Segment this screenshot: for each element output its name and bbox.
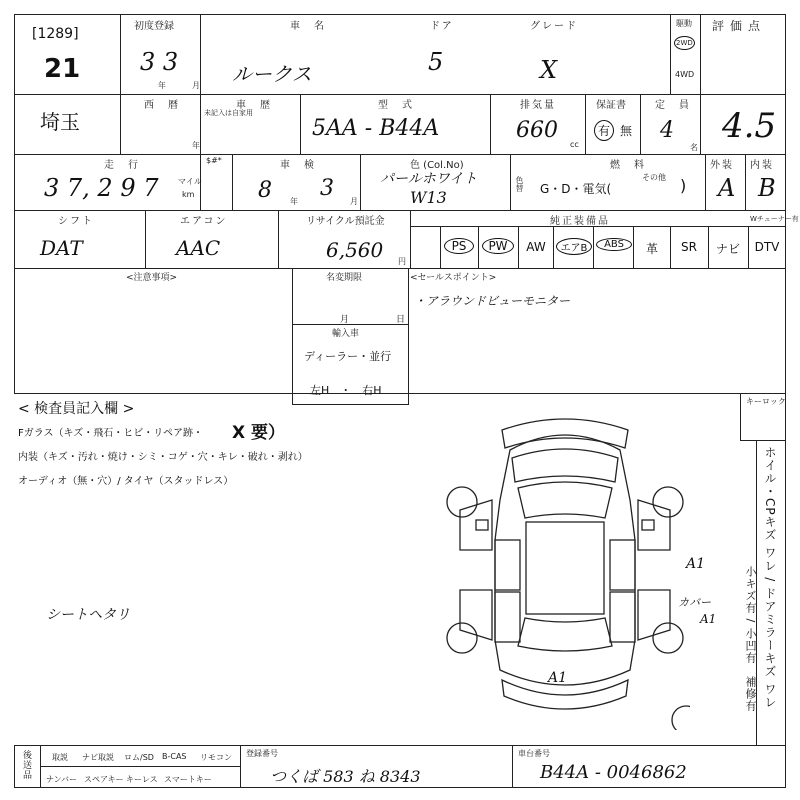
model-label: 型 式 [378, 100, 414, 111]
footer-item-spare-key: スペアキー [84, 775, 124, 784]
cc-label: 排気量 [520, 100, 556, 111]
cc: 660 [516, 118, 558, 143]
grade: X [540, 56, 558, 84]
equip-sr: SR [681, 240, 697, 254]
steering: 左H ・ 右H [310, 384, 382, 397]
equip-airbag: エアB [556, 238, 592, 255]
side-legend: ホイル・CPキズ ワレ / ドアミラーキズ ワレ [763, 446, 777, 709]
footer-item-manual: 取説 [52, 753, 68, 762]
seat-wear-note: シートヘタリ [46, 607, 130, 623]
rename-month-unit: 月 [340, 315, 350, 325]
mark-cover: A1 [700, 612, 717, 626]
exterior-label: 外装 [710, 160, 734, 171]
history-note: 未記入は自家用 [204, 109, 253, 117]
chassis-label: 車台番号 [518, 749, 550, 758]
footer-item-smart-key: スマートキー [164, 775, 212, 784]
glass-x: X 要） [232, 423, 286, 443]
mileage-label: 走 行 [104, 160, 140, 171]
equip-aw: AW [526, 240, 546, 254]
recycle: 6,560 [326, 238, 384, 262]
equip-navi: ナビ [715, 242, 740, 256]
sales-point: ・アラウンドビューモニター [414, 294, 571, 308]
seats-unit: 名 [690, 143, 698, 152]
km-unit: km [182, 190, 195, 199]
equip-label: 純正装備品 [550, 216, 610, 227]
import-label: 輸入車 [332, 329, 360, 339]
inspection-label: 車 検 [280, 160, 316, 171]
color-code: W13 [410, 188, 447, 207]
plate: つくば 583 ね 8343 [270, 767, 421, 786]
tuner-label: Wチューナー有 [750, 215, 799, 223]
footer-item-navi-manual: ナビ取説 [82, 753, 114, 762]
yen-unit: 円 [398, 257, 406, 266]
interior: B [758, 174, 776, 202]
drive-2wd: 2WD [674, 36, 695, 50]
drive-label: 駆動 [676, 19, 692, 28]
footer-item-remote: リモコン [200, 753, 232, 762]
caution-label: <注意事項> [126, 273, 178, 283]
color-label: 色 (Col.No) [410, 160, 464, 171]
equip-abs: ABS [596, 238, 632, 251]
first-reg-year-unit: 年 [158, 81, 166, 90]
equip-dtv: DTV [754, 240, 780, 254]
warranty-yes: 有 [594, 120, 614, 141]
plate-label: 登録番号 [246, 749, 278, 758]
fuel-label: 燃 料 [610, 160, 646, 171]
first-reg-label: 初度登録 [134, 21, 174, 32]
grade-label: グレード [530, 21, 578, 32]
score-label: 評価点 [712, 19, 767, 33]
exterior: A [718, 174, 736, 202]
shift-label: シフト [58, 216, 94, 227]
drive-4wd: 4WD [675, 70, 695, 79]
shift: DAT [40, 236, 83, 260]
extra-items-label: 後送品 [21, 750, 31, 780]
warranty-label: 保証書 [596, 100, 626, 111]
first-reg-value: 3 3 [140, 48, 179, 76]
car-name: ルークス [232, 62, 312, 86]
fuel-options: G・D・電気( [540, 182, 612, 196]
fuel-close-paren: ) [680, 176, 687, 195]
mile-unit: マイル [178, 177, 202, 186]
mark-rear-right: A1 [686, 556, 706, 572]
door-count: 5 [428, 48, 444, 76]
door-label: ドア [430, 21, 454, 32]
car-name-label: 車 名 [290, 21, 326, 32]
audio-line: オーディオ（無・穴）/ タイヤ（スタッドレス） [18, 476, 234, 487]
equip-ps: PS [444, 238, 474, 254]
mark-cover-label: カバー [678, 596, 711, 609]
mark-front: A1 [548, 670, 568, 686]
footer-item-rom-sd: ロム/SD [124, 753, 154, 762]
import-type: ディーラー・並行 [304, 350, 392, 363]
rename-label: 名変期限 [326, 273, 363, 283]
rename-day-unit: 日 [396, 315, 406, 325]
footer-item-number: ナンバー [46, 775, 78, 784]
glass-line: Fガラス（キズ・飛石・ヒビ・リペア跡・ [18, 428, 204, 439]
sales-label: <セールスポイント> [410, 273, 497, 283]
equip-leather: 革 [645, 242, 658, 256]
chassis: B44A - 0046862 [540, 762, 687, 783]
ac: AAC [176, 236, 221, 260]
inspection-month: 3 [320, 176, 334, 201]
color-name: パールホワイト [380, 171, 478, 187]
fuel-other: その他 [642, 173, 666, 182]
interior-line: 内装（キズ・汚れ・焼け・シミ・コゲ・穴・キレ・破れ・剥れ） [18, 452, 308, 463]
side-legend-2: 小キズ有 / 小凹有 補修有 [744, 566, 757, 712]
history-label: 車 歴 [236, 100, 272, 111]
ac-label: エアコン [180, 216, 228, 227]
inspection-year-unit: 年 [290, 197, 298, 206]
interior-label: 内装 [750, 160, 774, 171]
ref-number: [1289] [32, 26, 79, 42]
seats-label: 定 員 [655, 100, 691, 111]
dollar-label: $#* [206, 156, 222, 165]
era-label: 西 暦 [144, 100, 180, 111]
warranty-no: 無 [620, 124, 633, 138]
model: 5AA - B44A [312, 116, 440, 141]
equip-pw: PW [482, 238, 514, 254]
area: 埼玉 [40, 110, 80, 134]
first-reg-month-unit: 月 [192, 81, 200, 90]
footer-item-bcas: B-CAS [162, 752, 187, 761]
seats: 4 [660, 118, 674, 143]
color-change-label: 色替 [515, 176, 524, 192]
cc-unit: cc [570, 140, 579, 149]
recycle-label: リサイクル預託金 [306, 216, 385, 227]
footer-item-keyless: キーレス [126, 775, 158, 784]
inspector-title: < 検査員記入欄 > [18, 401, 135, 417]
keylock-label: キーロック [746, 397, 786, 406]
lot-number: 21 [44, 54, 81, 84]
inspection-month-unit: 月 [350, 197, 358, 206]
score: 4.5 [722, 106, 777, 146]
mileage: 3 7, 2 9 7 [44, 174, 159, 202]
inspection-year: 8 [258, 178, 272, 203]
era-year-unit: 年 [192, 141, 200, 150]
